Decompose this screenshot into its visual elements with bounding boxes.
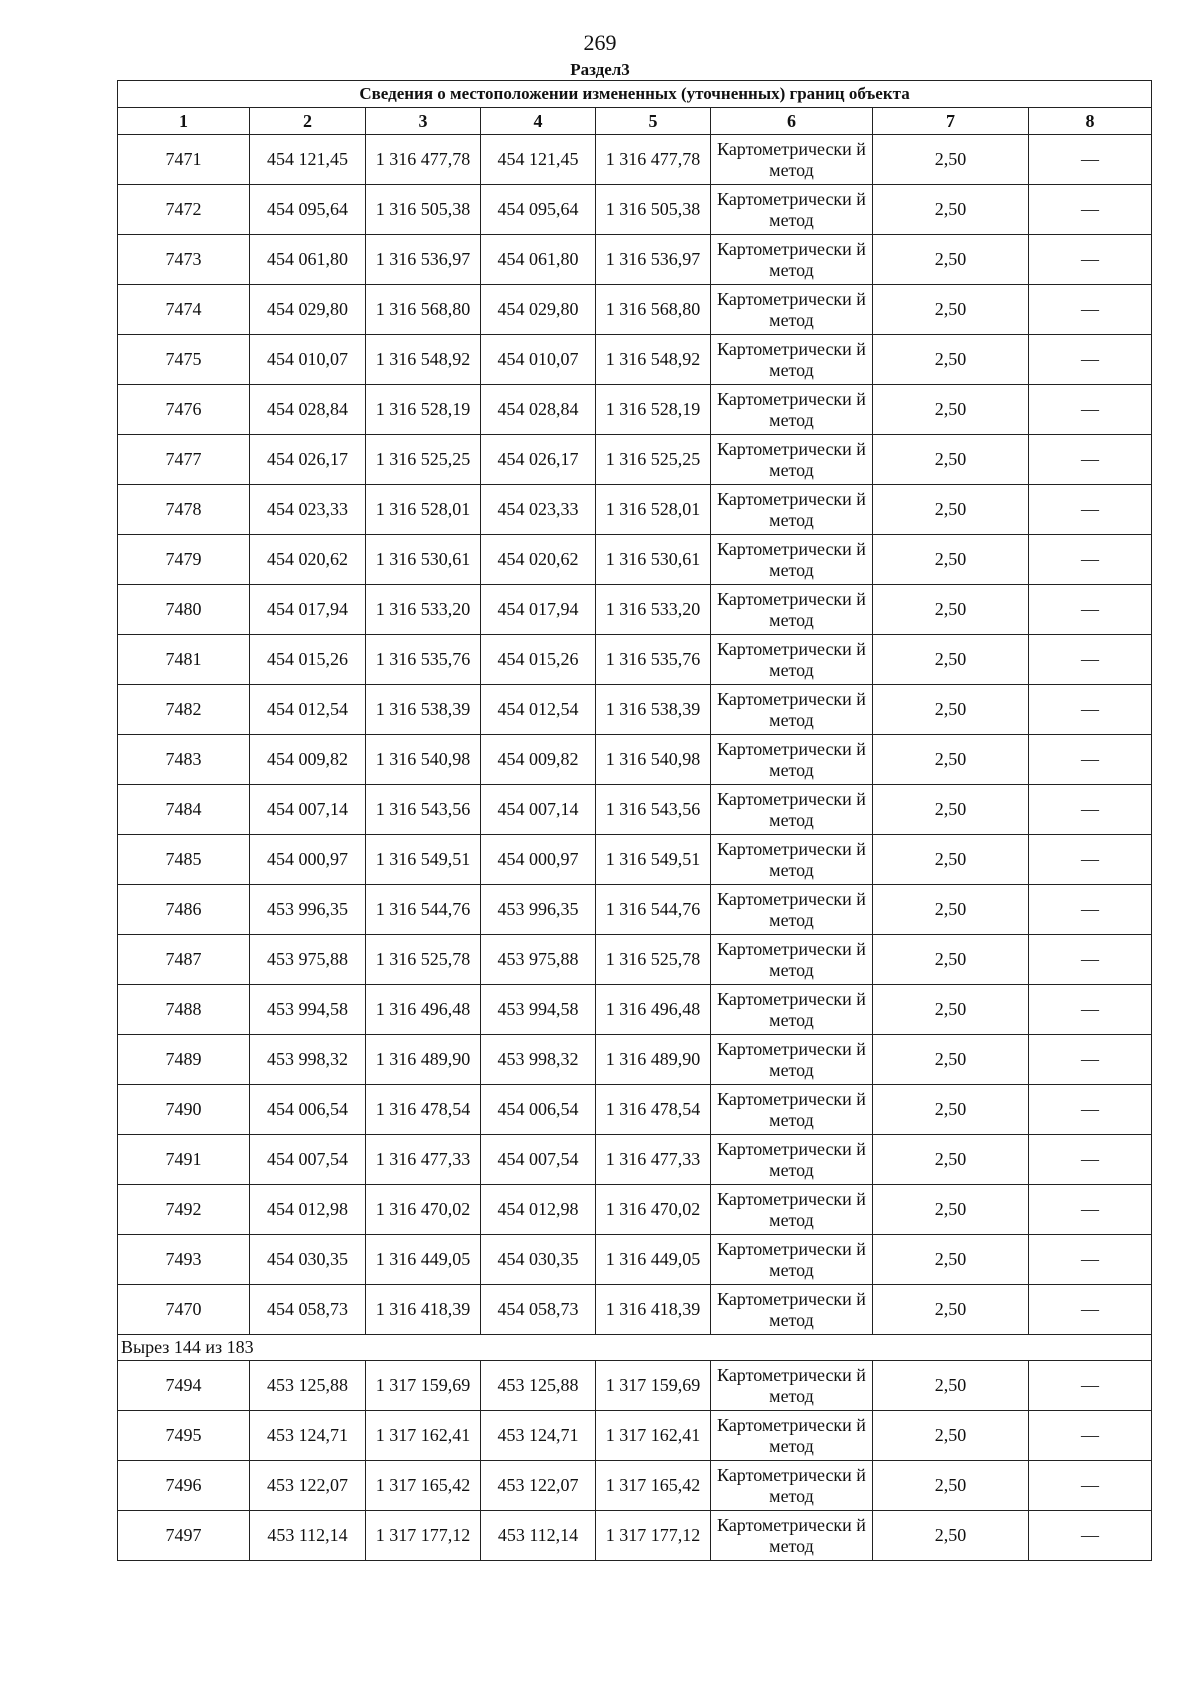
- method-cell: Картометрически й метод: [711, 1035, 873, 1085]
- accuracy-cell: 2,50: [873, 1135, 1029, 1185]
- page-number: 269: [583, 30, 617, 55]
- point-number-cell: 7473: [118, 235, 250, 285]
- y-new-cell: 1 316 525,25: [596, 435, 711, 485]
- y-old-cell: 1 317 165,42: [366, 1461, 481, 1511]
- column-header: 7: [873, 108, 1029, 135]
- table-row: [118, 285, 1152, 335]
- x-new-cell: 454 020,62: [481, 535, 596, 585]
- method-cell: Картометрически й метод: [711, 185, 873, 235]
- table-row: [118, 1511, 1152, 1561]
- note-cell: —: [1029, 935, 1152, 985]
- y-old-cell: 1 316 538,39: [366, 685, 481, 735]
- y-new-cell: 1 316 543,56: [596, 785, 711, 835]
- note-cell: —: [1029, 1235, 1152, 1285]
- y-old-cell: 1 317 159,69: [366, 1361, 481, 1411]
- x-old-cell: 454 010,07: [250, 335, 366, 385]
- x-new-cell: 454 030,35: [481, 1235, 596, 1285]
- table-row: [118, 885, 1152, 935]
- note-cell: —: [1029, 985, 1152, 1035]
- y-new-cell: 1 316 489,90: [596, 1035, 711, 1085]
- note-cell: —: [1029, 1285, 1152, 1335]
- point-number-cell: 7488: [118, 985, 250, 1035]
- x-old-cell: 453 996,35: [250, 885, 366, 935]
- column-header: 2: [250, 108, 366, 135]
- table-caption-row: [118, 81, 1152, 108]
- x-new-cell: 454 010,07: [481, 335, 596, 385]
- y-new-cell: 1 317 159,69: [596, 1361, 711, 1411]
- accuracy-cell: 2,50: [873, 1285, 1029, 1335]
- x-old-cell: 454 015,26: [250, 635, 366, 685]
- table-row: [118, 1035, 1152, 1085]
- table-row: [118, 1285, 1152, 1335]
- x-new-cell: 453 122,07: [481, 1461, 596, 1511]
- point-number-cell: 7478: [118, 485, 250, 535]
- method-cell: Картометрически й метод: [711, 385, 873, 435]
- note-cell: —: [1029, 235, 1152, 285]
- accuracy-cell: 2,50: [873, 835, 1029, 885]
- accuracy-cell: 2,50: [873, 785, 1029, 835]
- accuracy-cell: 2,50: [873, 1185, 1029, 1235]
- table-row: [118, 185, 1152, 235]
- x-new-cell: 454 012,54: [481, 685, 596, 735]
- accuracy-cell: 2,50: [873, 1511, 1029, 1561]
- group-row: [118, 1335, 1152, 1361]
- note-cell: —: [1029, 285, 1152, 335]
- point-number-cell: 7495: [118, 1411, 250, 1461]
- y-new-cell: 1 316 528,19: [596, 385, 711, 435]
- point-number-cell: 7492: [118, 1185, 250, 1235]
- y-old-cell: 1 316 543,56: [366, 785, 481, 835]
- accuracy-cell: 2,50: [873, 535, 1029, 585]
- method-cell: Картометрически й метод: [711, 935, 873, 985]
- method-cell: Картометрически й метод: [711, 785, 873, 835]
- point-number-cell: 7496: [118, 1461, 250, 1511]
- table-row: [118, 135, 1152, 185]
- y-new-cell: 1 316 548,92: [596, 335, 711, 385]
- y-new-cell: 1 316 478,54: [596, 1085, 711, 1135]
- method-cell: Картометрически й метод: [711, 1511, 873, 1561]
- x-new-cell: 454 121,45: [481, 135, 596, 185]
- y-new-cell: 1 316 470,02: [596, 1185, 711, 1235]
- method-cell: Картометрически й метод: [711, 1411, 873, 1461]
- y-new-cell: 1 316 530,61: [596, 535, 711, 585]
- y-new-cell: 1 316 449,05: [596, 1235, 711, 1285]
- y-old-cell: 1 317 177,12: [366, 1511, 481, 1561]
- x-old-cell: 454 023,33: [250, 485, 366, 535]
- y-old-cell: 1 316 536,97: [366, 235, 481, 285]
- method-cell: Картометрически й метод: [711, 235, 873, 285]
- table-row: [118, 385, 1152, 435]
- point-number-cell: 7486: [118, 885, 250, 935]
- y-new-cell: 1 316 568,80: [596, 285, 711, 335]
- point-number-cell: 7483: [118, 735, 250, 785]
- x-old-cell: 454 121,45: [250, 135, 366, 185]
- point-number-cell: 7480: [118, 585, 250, 635]
- table-row: [118, 1361, 1152, 1411]
- accuracy-cell: 2,50: [873, 885, 1029, 935]
- y-old-cell: 1 316 528,19: [366, 385, 481, 435]
- table-row: [118, 1085, 1152, 1135]
- note-cell: —: [1029, 485, 1152, 535]
- y-old-cell: 1 316 528,01: [366, 485, 481, 535]
- note-cell: —: [1029, 1185, 1152, 1235]
- point-number-cell: 7471: [118, 135, 250, 185]
- method-cell: Картометрически й метод: [711, 685, 873, 735]
- table-row: [118, 535, 1152, 585]
- y-old-cell: 1 316 496,48: [366, 985, 481, 1035]
- table-row: [118, 785, 1152, 835]
- y-old-cell: 1 316 568,80: [366, 285, 481, 335]
- x-old-cell: 454 009,82: [250, 735, 366, 785]
- accuracy-cell: 2,50: [873, 685, 1029, 735]
- table-row: [118, 1135, 1152, 1185]
- method-cell: Картометрически й метод: [711, 535, 873, 585]
- table-row: [118, 1185, 1152, 1235]
- method-cell: Картометрически й метод: [711, 1135, 873, 1185]
- method-cell: Картометрически й метод: [711, 285, 873, 335]
- note-cell: —: [1029, 535, 1152, 585]
- note-cell: —: [1029, 435, 1152, 485]
- x-old-cell: 453 112,14: [250, 1511, 366, 1561]
- accuracy-cell: 2,50: [873, 1235, 1029, 1285]
- method-cell: Картометрически й метод: [711, 985, 873, 1035]
- column-header: 4: [481, 108, 596, 135]
- table-row: [118, 935, 1152, 985]
- x-new-cell: 453 996,35: [481, 885, 596, 935]
- x-new-cell: 454 007,54: [481, 1135, 596, 1185]
- note-cell: —: [1029, 735, 1152, 785]
- y-old-cell: 1 316 535,76: [366, 635, 481, 685]
- y-new-cell: 1 316 549,51: [596, 835, 711, 885]
- method-cell: Картометрически й метод: [711, 485, 873, 535]
- accuracy-cell: 2,50: [873, 1361, 1029, 1411]
- method-cell: Картометрически й метод: [711, 585, 873, 635]
- note-cell: —: [1029, 135, 1152, 185]
- accuracy-cell: 2,50: [873, 735, 1029, 785]
- method-cell: Картометрически й метод: [711, 1361, 873, 1411]
- x-old-cell: 453 125,88: [250, 1361, 366, 1411]
- y-new-cell: 1 316 477,33: [596, 1135, 711, 1185]
- x-old-cell: 454 095,64: [250, 185, 366, 235]
- x-new-cell: 454 009,82: [481, 735, 596, 785]
- y-old-cell: 1 316 449,05: [366, 1235, 481, 1285]
- y-new-cell: 1 316 496,48: [596, 985, 711, 1035]
- x-new-cell: 454 095,64: [481, 185, 596, 235]
- x-old-cell: 454 000,97: [250, 835, 366, 885]
- accuracy-cell: 2,50: [873, 435, 1029, 485]
- y-old-cell: 1 316 540,98: [366, 735, 481, 785]
- y-old-cell: 1 316 505,38: [366, 185, 481, 235]
- x-new-cell: 454 007,14: [481, 785, 596, 835]
- method-cell: Картометрически й метод: [711, 435, 873, 485]
- table-row: [118, 685, 1152, 735]
- note-cell: —: [1029, 1461, 1152, 1511]
- y-old-cell: 1 316 478,54: [366, 1085, 481, 1135]
- y-new-cell: 1 316 535,76: [596, 635, 711, 685]
- accuracy-cell: 2,50: [873, 1411, 1029, 1461]
- y-new-cell: 1 316 477,78: [596, 135, 711, 185]
- x-old-cell: 454 017,94: [250, 585, 366, 635]
- y-new-cell: 1 316 544,76: [596, 885, 711, 935]
- x-old-cell: 453 994,58: [250, 985, 366, 1035]
- y-new-cell: 1 317 165,42: [596, 1461, 711, 1511]
- accuracy-cell: 2,50: [873, 485, 1029, 535]
- accuracy-cell: 2,50: [873, 135, 1029, 185]
- x-old-cell: 453 998,32: [250, 1035, 366, 1085]
- x-new-cell: 453 112,14: [481, 1511, 596, 1561]
- x-old-cell: 453 124,71: [250, 1411, 366, 1461]
- point-number-cell: 7470: [118, 1285, 250, 1335]
- x-new-cell: 454 026,17: [481, 435, 596, 485]
- x-old-cell: 454 006,54: [250, 1085, 366, 1135]
- accuracy-cell: 2,50: [873, 185, 1029, 235]
- note-cell: —: [1029, 685, 1152, 735]
- method-cell: Картометрически й метод: [711, 1185, 873, 1235]
- accuracy-cell: 2,50: [873, 1461, 1029, 1511]
- y-old-cell: 1 316 525,25: [366, 435, 481, 485]
- accuracy-cell: 2,50: [873, 635, 1029, 685]
- method-cell: Картометрически й метод: [711, 635, 873, 685]
- x-new-cell: 454 028,84: [481, 385, 596, 435]
- table-row: [118, 735, 1152, 785]
- x-old-cell: 454 030,35: [250, 1235, 366, 1285]
- x-new-cell: 453 998,32: [481, 1035, 596, 1085]
- point-number-cell: 7479: [118, 535, 250, 585]
- y-old-cell: 1 316 470,02: [366, 1185, 481, 1235]
- table-row: [118, 585, 1152, 635]
- column-header: 5: [596, 108, 711, 135]
- section-title: Раздел3: [570, 60, 630, 79]
- point-number-cell: 7497: [118, 1511, 250, 1561]
- y-new-cell: 1 316 525,78: [596, 935, 711, 985]
- point-number-cell: 7472: [118, 185, 250, 235]
- x-new-cell: 454 015,26: [481, 635, 596, 685]
- column-header: 8: [1029, 108, 1152, 135]
- x-old-cell: 454 028,84: [250, 385, 366, 435]
- y-new-cell: 1 316 528,01: [596, 485, 711, 535]
- x-new-cell: 454 023,33: [481, 485, 596, 535]
- note-cell: —: [1029, 1035, 1152, 1085]
- y-new-cell: 1 316 538,39: [596, 685, 711, 735]
- y-old-cell: 1 316 477,78: [366, 135, 481, 185]
- accuracy-cell: 2,50: [873, 985, 1029, 1035]
- method-cell: Картометрически й метод: [711, 1285, 873, 1335]
- accuracy-cell: 2,50: [873, 585, 1029, 635]
- y-new-cell: 1 316 418,39: [596, 1285, 711, 1335]
- accuracy-cell: 2,50: [873, 1085, 1029, 1135]
- group-label: Вырез 144 из 183: [118, 1335, 1152, 1361]
- note-cell: —: [1029, 835, 1152, 885]
- point-number-cell: 7477: [118, 435, 250, 485]
- y-new-cell: 1 316 533,20: [596, 585, 711, 635]
- note-cell: —: [1029, 1411, 1152, 1461]
- point-number-cell: 7491: [118, 1135, 250, 1185]
- note-cell: —: [1029, 1085, 1152, 1135]
- x-old-cell: 454 012,54: [250, 685, 366, 735]
- y-new-cell: 1 316 505,38: [596, 185, 711, 235]
- y-old-cell: 1 317 162,41: [366, 1411, 481, 1461]
- table-row: [118, 235, 1152, 285]
- point-number-cell: 7490: [118, 1085, 250, 1135]
- note-cell: —: [1029, 885, 1152, 935]
- method-cell: Картометрически й метод: [711, 335, 873, 385]
- x-old-cell: 454 061,80: [250, 235, 366, 285]
- point-number-cell: 7484: [118, 785, 250, 835]
- column-header: 3: [366, 108, 481, 135]
- method-cell: Картометрически й метод: [711, 1235, 873, 1285]
- y-old-cell: 1 316 525,78: [366, 935, 481, 985]
- note-cell: —: [1029, 1511, 1152, 1561]
- coordinates-table: [117, 80, 1152, 1561]
- y-old-cell: 1 316 533,20: [366, 585, 481, 635]
- point-number-cell: 7489: [118, 1035, 250, 1085]
- y-old-cell: 1 316 418,39: [366, 1285, 481, 1335]
- y-old-cell: 1 316 477,33: [366, 1135, 481, 1185]
- accuracy-cell: 2,50: [873, 385, 1029, 435]
- x-new-cell: 453 994,58: [481, 985, 596, 1035]
- method-cell: Картометрически й метод: [711, 1085, 873, 1135]
- y-old-cell: 1 316 549,51: [366, 835, 481, 885]
- table-row: [118, 635, 1152, 685]
- x-new-cell: 454 061,80: [481, 235, 596, 285]
- note-cell: —: [1029, 1361, 1152, 1411]
- note-cell: —: [1029, 585, 1152, 635]
- x-old-cell: 454 007,14: [250, 785, 366, 835]
- x-old-cell: 454 007,54: [250, 1135, 366, 1185]
- accuracy-cell: 2,50: [873, 235, 1029, 285]
- table-row: [118, 1461, 1152, 1511]
- point-number-cell: 7494: [118, 1361, 250, 1411]
- point-number-cell: 7474: [118, 285, 250, 335]
- point-number-cell: 7487: [118, 935, 250, 985]
- table-row: [118, 1235, 1152, 1285]
- table-row: [118, 335, 1152, 385]
- table-caption: Сведения о местоположении измененных (уточненных) границ объекта: [118, 81, 1152, 108]
- x-old-cell: 454 029,80: [250, 285, 366, 335]
- table-row: [118, 985, 1152, 1035]
- x-old-cell: 454 012,98: [250, 1185, 366, 1235]
- point-number-cell: 7485: [118, 835, 250, 885]
- method-cell: Картометрически й метод: [711, 835, 873, 885]
- method-cell: Картометрически й метод: [711, 735, 873, 785]
- y-new-cell: 1 316 540,98: [596, 735, 711, 785]
- method-cell: Картометрически й метод: [711, 1461, 873, 1511]
- note-cell: —: [1029, 785, 1152, 835]
- x-new-cell: 453 975,88: [481, 935, 596, 985]
- accuracy-cell: 2,50: [873, 935, 1029, 985]
- y-old-cell: 1 316 530,61: [366, 535, 481, 585]
- note-cell: —: [1029, 185, 1152, 235]
- note-cell: —: [1029, 385, 1152, 435]
- note-cell: —: [1029, 335, 1152, 385]
- x-new-cell: 454 017,94: [481, 585, 596, 635]
- y-new-cell: 1 317 162,41: [596, 1411, 711, 1461]
- note-cell: —: [1029, 1135, 1152, 1185]
- y-old-cell: 1 316 544,76: [366, 885, 481, 935]
- point-number-cell: 7475: [118, 335, 250, 385]
- table-row: [118, 485, 1152, 535]
- point-number-cell: 7482: [118, 685, 250, 735]
- x-new-cell: 454 000,97: [481, 835, 596, 885]
- y-old-cell: 1 316 489,90: [366, 1035, 481, 1085]
- x-old-cell: 453 122,07: [250, 1461, 366, 1511]
- x-new-cell: 454 029,80: [481, 285, 596, 335]
- x-old-cell: 454 058,73: [250, 1285, 366, 1335]
- column-header: 6: [711, 108, 873, 135]
- y-old-cell: 1 316 548,92: [366, 335, 481, 385]
- x-new-cell: 454 006,54: [481, 1085, 596, 1135]
- x-old-cell: 453 975,88: [250, 935, 366, 985]
- x-new-cell: 454 058,73: [481, 1285, 596, 1335]
- point-number-cell: 7476: [118, 385, 250, 435]
- accuracy-cell: 2,50: [873, 1035, 1029, 1085]
- point-number-cell: 7493: [118, 1235, 250, 1285]
- y-new-cell: 1 316 536,97: [596, 235, 711, 285]
- accuracy-cell: 2,50: [873, 285, 1029, 335]
- method-cell: Картометрически й метод: [711, 885, 873, 935]
- accuracy-cell: 2,50: [873, 335, 1029, 385]
- table-row: [118, 1411, 1152, 1461]
- table-row: [118, 835, 1152, 885]
- table-header-row: [118, 108, 1152, 135]
- x-new-cell: 453 125,88: [481, 1361, 596, 1411]
- x-old-cell: 454 020,62: [250, 535, 366, 585]
- x-old-cell: 454 026,17: [250, 435, 366, 485]
- point-number-cell: 7481: [118, 635, 250, 685]
- method-cell: Картометрически й метод: [711, 135, 873, 185]
- table-row: [118, 435, 1152, 485]
- y-new-cell: 1 317 177,12: [596, 1511, 711, 1561]
- column-header: 1: [118, 108, 250, 135]
- x-new-cell: 454 012,98: [481, 1185, 596, 1235]
- x-new-cell: 453 124,71: [481, 1411, 596, 1461]
- note-cell: —: [1029, 635, 1152, 685]
